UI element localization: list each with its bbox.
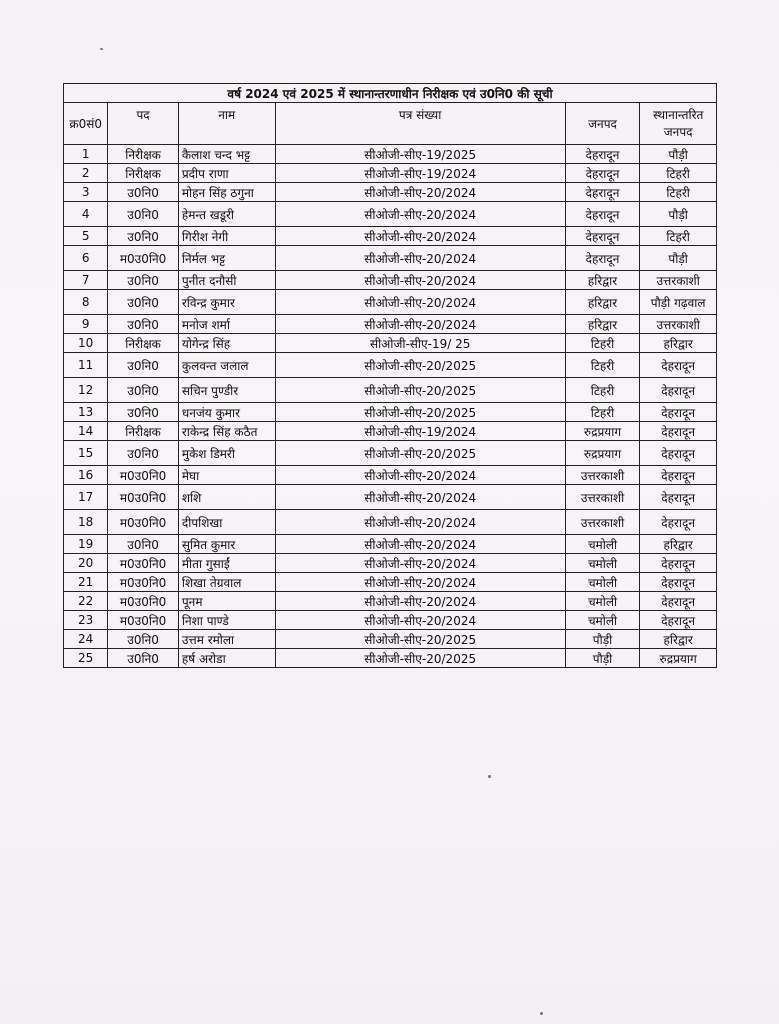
cell-post: उ0नि0 — [108, 315, 179, 334]
cell-transferred-district: देहरादून — [640, 441, 717, 466]
cell-letter-number: सीओजी-सीए-20/2024 — [275, 554, 565, 573]
table-row — [64, 315, 717, 334]
cell-serial-number: 23 — [64, 611, 108, 630]
cell-name: गिरीश नेगी — [178, 227, 275, 246]
table-row — [64, 246, 717, 271]
cell-post: उ0नि0 — [108, 183, 179, 202]
cell-district: हरिद्वार — [565, 290, 640, 315]
cell-transferred-district: देहरादून — [640, 353, 717, 378]
cell-district: उत्तरकाशी — [565, 466, 640, 485]
cell-name: प्रदीप राणा — [178, 164, 275, 183]
cell-name: कुलवन्त जलाल — [178, 353, 275, 378]
cell-district: देहरादून — [565, 164, 640, 183]
cell-post: म0उ0नि0 — [108, 485, 179, 510]
cell-district: हरिद्वार — [565, 315, 640, 334]
cell-name: कैलाश चन्द भट्ट — [178, 145, 275, 164]
table-row — [64, 422, 717, 441]
cell-serial-number: 12 — [64, 378, 108, 403]
cell-transferred-district: हरिद्वार — [640, 334, 717, 353]
cell-serial-number: 16 — [64, 466, 108, 485]
table-row — [64, 649, 717, 668]
cell-post: उ0नि0 — [108, 649, 179, 668]
cell-post: म0उ0नि0 — [108, 573, 179, 592]
cell-letter-number: सीओजी-सीए-20/2025 — [275, 649, 565, 668]
cell-district: देहरादून — [565, 202, 640, 227]
cell-name: धनजंय कुमार — [178, 403, 275, 422]
cell-post: उ0नि0 — [108, 535, 179, 554]
cell-serial-number: 3 — [64, 183, 108, 202]
header-serial-number: क्र0सं0 — [64, 103, 108, 145]
cell-serial-number: 2 — [64, 164, 108, 183]
cell-letter-number: सीओजी-सीए-20/2024 — [275, 246, 565, 271]
cell-transferred-district: टिहरी — [640, 227, 717, 246]
cell-letter-number: सीओजी-सीए-20/2025 — [275, 403, 565, 422]
cell-name: हर्ष अरोडा — [178, 649, 275, 668]
cell-serial-number: 15 — [64, 441, 108, 466]
table-body — [64, 145, 717, 668]
table-row — [64, 164, 717, 183]
cell-transferred-district: हरिद्वार — [640, 630, 717, 649]
cell-name: मोहन सिंह ठगुना — [178, 183, 275, 202]
cell-transferred-district: पौड़ी गढ़वाल — [640, 290, 717, 315]
table-row — [64, 441, 717, 466]
cell-transferred-district: उत्तरकाशी — [640, 271, 717, 290]
cell-transferred-district: हरिद्वार — [640, 535, 717, 554]
cell-transferred-district: देहरादून — [640, 611, 717, 630]
cell-name: दीपशिखा — [178, 510, 275, 535]
cell-post: म0उ0नि0 — [108, 466, 179, 485]
cell-name: योगेन्द्र सिंह — [178, 334, 275, 353]
cell-letter-number: सीओजी-सीए-20/2024 — [275, 592, 565, 611]
cell-letter-number: सीओजी-सीए-20/2024 — [275, 611, 565, 630]
cell-serial-number: 19 — [64, 535, 108, 554]
cell-name: रविन्द्र कुमार — [178, 290, 275, 315]
cell-transferred-district: टिहरी — [640, 183, 717, 202]
cell-serial-number: 1 — [64, 145, 108, 164]
table-row — [64, 535, 717, 554]
cell-district: देहरादून — [565, 145, 640, 164]
cell-serial-number: 5 — [64, 227, 108, 246]
cell-name: हेमन्त खडूरी — [178, 202, 275, 227]
cell-district: उत्तरकाशी — [565, 485, 640, 510]
cell-name: शिखा तेग्रवाल — [178, 573, 275, 592]
cell-transferred-district: देहरादून — [640, 554, 717, 573]
cell-letter-number: सीओजी-सीए-20/2025 — [275, 353, 565, 378]
table-title: वर्ष 2024 एवं 2025 में स्थानान्तरणाधीन निरीक्षक एवं उ0नि0 की सूची — [64, 84, 717, 103]
cell-serial-number: 10 — [64, 334, 108, 353]
cell-serial-number: 18 — [64, 510, 108, 535]
cell-serial-number: 11 — [64, 353, 108, 378]
cell-district: रुद्रप्रयाग — [565, 441, 640, 466]
cell-name: उत्तम रमोला — [178, 630, 275, 649]
cell-transferred-district: देहरादून — [640, 485, 717, 510]
cell-post: निरीक्षक — [108, 145, 179, 164]
cell-post: निरीक्षक — [108, 334, 179, 353]
table-row — [64, 271, 717, 290]
table-row — [64, 403, 717, 422]
scan-speck — [100, 48, 103, 50]
cell-transferred-district: देहरादून — [640, 378, 717, 403]
header-letter-number: पत्र संख्या — [275, 103, 565, 145]
cell-district: चमोली — [565, 535, 640, 554]
table-row — [64, 378, 717, 403]
cell-district: चमोली — [565, 554, 640, 573]
table-row — [64, 227, 717, 246]
table-row — [64, 573, 717, 592]
cell-name: शशि — [178, 485, 275, 510]
cell-post: उ0नि0 — [108, 403, 179, 422]
cell-district: देहरादून — [565, 227, 640, 246]
cell-district: टिहरी — [565, 403, 640, 422]
cell-serial-number: 14 — [64, 422, 108, 441]
cell-letter-number: सीओजी-सीए-20/2024 — [275, 202, 565, 227]
cell-name: निर्मल भट्ट — [178, 246, 275, 271]
cell-post: निरीक्षक — [108, 164, 179, 183]
transfer-list-sheet — [63, 83, 717, 668]
table-row — [64, 466, 717, 485]
cell-serial-number: 25 — [64, 649, 108, 668]
cell-post: उ0नि0 — [108, 227, 179, 246]
header-district: जनपद — [565, 103, 640, 145]
cell-post: उ0नि0 — [108, 271, 179, 290]
table-row — [64, 290, 717, 315]
table-row — [64, 554, 717, 573]
table-row — [64, 592, 717, 611]
cell-serial-number: 8 — [64, 290, 108, 315]
cell-district: हरिद्वार — [565, 271, 640, 290]
cell-post: म0उ0नि0 — [108, 611, 179, 630]
cell-letter-number: सीओजी-सीए-20/2025 — [275, 378, 565, 403]
cell-name: मीता गुसाईं — [178, 554, 275, 573]
cell-district: चमोली — [565, 611, 640, 630]
cell-letter-number: सीओजी-सीए-20/2024 — [275, 485, 565, 510]
header-transferred-district: स्थानान्तरित जनपद — [640, 103, 717, 145]
cell-name: पुनीत दनौसी — [178, 271, 275, 290]
table-row — [64, 183, 717, 202]
table-row — [64, 510, 717, 535]
header-post: पद — [108, 103, 179, 145]
cell-name: सचिन पुण्डीर — [178, 378, 275, 403]
cell-district: देहरादून — [565, 183, 640, 202]
cell-letter-number: सीओजी-सीए-20/2025 — [275, 630, 565, 649]
table-row — [64, 145, 717, 164]
cell-letter-number: सीओजी-सीए-20/2024 — [275, 290, 565, 315]
cell-letter-number: सीओजी-सीए-19/2024 — [275, 164, 565, 183]
cell-transferred-district: रुद्रप्रयाग — [640, 649, 717, 668]
cell-post: निरीक्षक — [108, 422, 179, 441]
cell-post: म0उ0नि0 — [108, 592, 179, 611]
cell-serial-number: 13 — [64, 403, 108, 422]
cell-name: राकेन्द्र सिंह कठैत — [178, 422, 275, 441]
cell-post: उ0नि0 — [108, 441, 179, 466]
cell-transferred-district: देहरादून — [640, 510, 717, 535]
cell-post: उ0नि0 — [108, 202, 179, 227]
cell-district: पौड़ी — [565, 649, 640, 668]
cell-name: निशा पाण्डे — [178, 611, 275, 630]
cell-letter-number: सीओजी-सीए-19/2024 — [275, 422, 565, 441]
cell-transferred-district: पौड़ी — [640, 202, 717, 227]
cell-serial-number: 4 — [64, 202, 108, 227]
cell-transferred-district: देहरादून — [640, 422, 717, 441]
cell-post: उ0नि0 — [108, 378, 179, 403]
cell-letter-number: सीओजी-सीए-19/ 25 — [275, 334, 565, 353]
cell-post: उ0नि0 — [108, 630, 179, 649]
cell-transferred-district: देहरादून — [640, 573, 717, 592]
cell-serial-number: 9 — [64, 315, 108, 334]
cell-district: टिहरी — [565, 353, 640, 378]
cell-transferred-district: देहरादून — [640, 403, 717, 422]
cell-transferred-district: देहरादून — [640, 466, 717, 485]
table-row — [64, 334, 717, 353]
cell-name: मनोज शर्मा — [178, 315, 275, 334]
cell-transferred-district: उत्तरकाशी — [640, 315, 717, 334]
cell-letter-number: सीओजी-सीए-20/2024 — [275, 466, 565, 485]
cell-transferred-district: पौड़ी — [640, 145, 717, 164]
cell-serial-number: 24 — [64, 630, 108, 649]
cell-district: देहरादून — [565, 246, 640, 271]
header-name: नाम — [178, 103, 275, 145]
cell-letter-number: सीओजी-सीए-20/2024 — [275, 227, 565, 246]
cell-letter-number: सीओजी-सीए-20/2024 — [275, 535, 565, 554]
cell-district: टिहरी — [565, 378, 640, 403]
cell-letter-number: सीओजी-सीए-19/2025 — [275, 145, 565, 164]
cell-district: टिहरी — [565, 334, 640, 353]
cell-post: म0उ0नि0 — [108, 510, 179, 535]
cell-name: पूनम — [178, 592, 275, 611]
cell-post: म0उ0नि0 — [108, 554, 179, 573]
cell-serial-number: 21 — [64, 573, 108, 592]
cell-letter-number: सीओजी-सीए-20/2024 — [275, 315, 565, 334]
cell-name: मेघा — [178, 466, 275, 485]
cell-letter-number: सीओजी-सीए-20/2024 — [275, 183, 565, 202]
table-row — [64, 353, 717, 378]
transfer-table — [63, 83, 717, 668]
cell-name: मुकेश डिमरी — [178, 441, 275, 466]
cell-serial-number: 17 — [64, 485, 108, 510]
cell-post: उ0नि0 — [108, 290, 179, 315]
table-row — [64, 630, 717, 649]
scan-speck — [540, 1012, 543, 1015]
cell-district: पौड़ी — [565, 630, 640, 649]
table-row — [64, 202, 717, 227]
cell-district: रुद्रप्रयाग — [565, 422, 640, 441]
cell-serial-number: 22 — [64, 592, 108, 611]
table-row — [64, 485, 717, 510]
cell-post: उ0नि0 — [108, 353, 179, 378]
header-row — [64, 103, 717, 145]
cell-serial-number: 20 — [64, 554, 108, 573]
cell-post: म0उ0नि0 — [108, 246, 179, 271]
cell-serial-number: 6 — [64, 246, 108, 271]
cell-name: सुमित कुमार — [178, 535, 275, 554]
cell-letter-number: सीओजी-सीए-20/2024 — [275, 271, 565, 290]
cell-district: चमोली — [565, 573, 640, 592]
cell-district: चमोली — [565, 592, 640, 611]
cell-letter-number: सीओजी-सीए-20/2024 — [275, 573, 565, 592]
scan-speck — [488, 775, 491, 778]
table-row — [64, 611, 717, 630]
cell-transferred-district: देहरादून — [640, 592, 717, 611]
cell-letter-number: सीओजी-सीए-20/2025 — [275, 441, 565, 466]
cell-serial-number: 7 — [64, 271, 108, 290]
cell-transferred-district: पौड़ी — [640, 246, 717, 271]
cell-transferred-district: टिहरी — [640, 164, 717, 183]
cell-letter-number: सीओजी-सीए-20/2024 — [275, 510, 565, 535]
cell-district: उत्तरकाशी — [565, 510, 640, 535]
